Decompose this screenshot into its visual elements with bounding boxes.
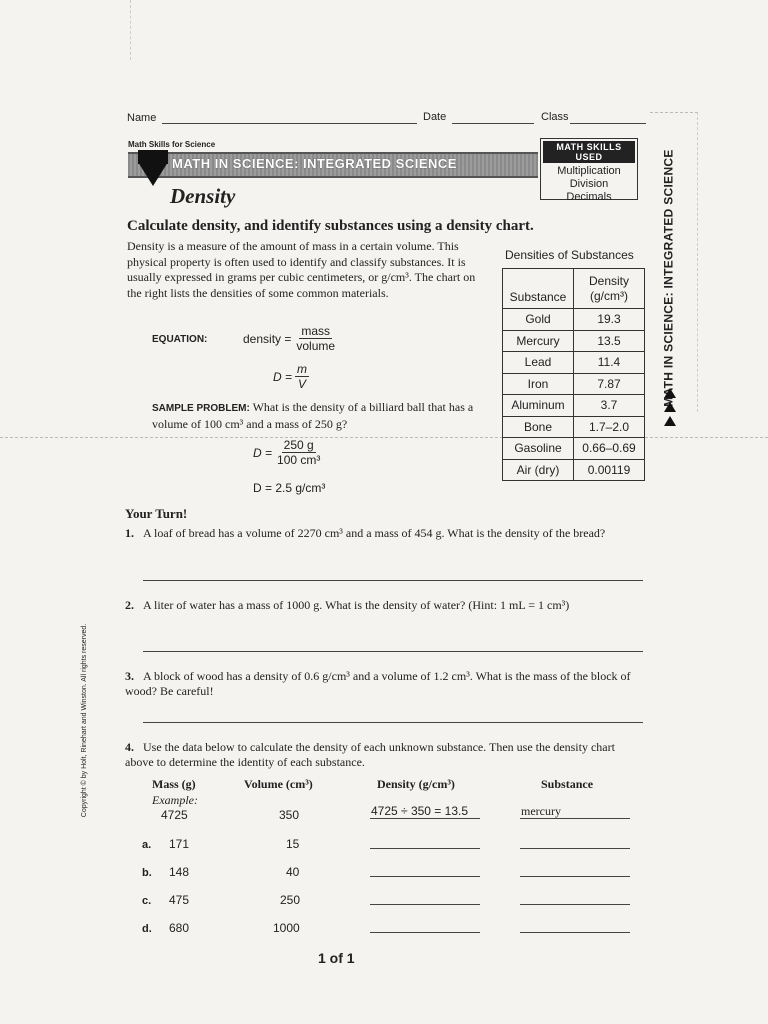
equation-numerator: mass	[301, 324, 331, 338]
row-volume: 1000	[273, 921, 300, 935]
sample-equation	[253, 438, 322, 467]
question-2	[125, 598, 635, 613]
col-header-density: Density (g/cm³)	[377, 777, 455, 791]
date-field[interactable]	[452, 123, 534, 124]
answer-line-2[interactable]	[143, 651, 643, 652]
table-cell: Air (dry)	[503, 459, 574, 481]
density-answer-field[interactable]	[370, 848, 480, 849]
table-cell: 7.87	[574, 373, 645, 395]
question-number: 3.	[125, 669, 134, 683]
table-row	[503, 373, 645, 395]
table-row	[503, 459, 645, 481]
col-header-mass: Mass (g)	[152, 777, 196, 791]
density-answer-field[interactable]	[370, 876, 480, 877]
density-table	[502, 268, 645, 481]
series-label: Math Skills for Science	[128, 140, 216, 149]
name-label: Name	[127, 112, 157, 124]
short-equation-fraction	[295, 362, 309, 391]
side-title	[657, 128, 681, 428]
col-header-volume: Volume (cm³)	[244, 777, 313, 791]
example-volume: 350	[279, 808, 300, 822]
row-volume: 250	[280, 893, 301, 907]
table-row	[503, 416, 645, 438]
copyright-notice	[70, 600, 100, 840]
question-text: A loaf of bread has a volume of 2270 cm³ and a mass of 454 g. What is the density of the bread?	[143, 526, 606, 540]
density-table-caption: Densities of Substances	[505, 248, 634, 262]
name-field[interactable]	[162, 123, 417, 124]
question-number: 4.	[125, 740, 134, 754]
col-header-substance: Substance	[541, 777, 594, 791]
question-4	[125, 740, 635, 770]
question-number: 2.	[125, 598, 134, 612]
short-equation	[273, 362, 309, 391]
fold-line	[0, 437, 768, 438]
row-volume: 40	[286, 865, 300, 879]
skill-item: Multiplication	[557, 165, 621, 177]
sample-lhs: D =	[253, 445, 273, 460]
table-cell: 3.7	[574, 395, 645, 417]
short-equation-lhs: D =	[273, 369, 293, 384]
table-cell: 0.00119	[574, 459, 645, 481]
equation-lhs: density =	[243, 331, 292, 346]
table-cell: Bone	[503, 416, 574, 438]
row-mass: 475	[169, 893, 190, 907]
page-title: Density	[170, 184, 236, 208]
copyright-text: Copyright © by Holt, Rinehart and Winston. All rights reserved.	[81, 623, 89, 817]
class-field[interactable]	[570, 123, 646, 124]
row-volume: 15	[286, 837, 300, 851]
example-label: Example:	[152, 793, 198, 807]
scan-mark	[697, 112, 698, 412]
side-title-text: MATH IN SCIENCE: INTEGRATED SCIENCE	[662, 149, 676, 407]
sample-answer: D = 2.5 g/cm³	[253, 481, 326, 495]
density-answer-field[interactable]	[370, 904, 480, 905]
table-row	[503, 330, 645, 352]
row-mass: 148	[169, 865, 190, 879]
equation-label: EQUATION:	[152, 334, 208, 345]
sample-numerator: 250 g	[283, 438, 314, 452]
example-density-line	[370, 818, 480, 819]
table-cell: Gold	[503, 309, 574, 331]
answer-line-1[interactable]	[143, 580, 643, 581]
table-cell: 19.3	[574, 309, 645, 331]
banner-arrow-icon	[138, 162, 168, 186]
table-cell: Lead	[503, 352, 574, 374]
page-subtitle: Calculate density, and identify substances using a density chart.	[127, 218, 534, 234]
sample-text: What is the density of a billiard ball that has a volume of 100 cm³ and a mass of 250 g?	[152, 400, 474, 431]
question-text: A block of wood has a density of 0.6 g/cm³ and a volume of 1.2 cm³. What is the mass of the block of wood? Be careful!	[125, 669, 631, 698]
table-cell: 11.4	[574, 352, 645, 374]
question-1	[125, 526, 635, 541]
row-letter: b.	[142, 867, 152, 879]
table-header-row	[503, 269, 645, 309]
table-cell: 0.66–0.69	[574, 438, 645, 460]
table-header-substance: Substance	[503, 269, 574, 309]
sample-label: SAMPLE PROBLEM:	[152, 403, 250, 414]
substance-answer-field[interactable]	[520, 876, 630, 877]
class-label: Class	[541, 111, 569, 123]
question-text: A liter of water has a mass of 1000 g. What is the density of water? (Hint: 1 mL = 1 cm³)	[143, 598, 570, 612]
question-number: 1.	[125, 526, 134, 540]
sample-fraction	[275, 438, 322, 467]
row-mass: 171	[169, 837, 190, 851]
row-letter: d.	[142, 923, 152, 935]
scan-mark	[130, 0, 131, 60]
math-skills-box	[540, 138, 638, 203]
equation-fraction	[294, 324, 337, 353]
skill-item: Division	[569, 178, 609, 190]
substance-answer-field[interactable]	[520, 932, 630, 933]
substance-answer-field[interactable]	[520, 904, 630, 905]
table-cell: 13.5	[574, 330, 645, 352]
answer-line-3[interactable]	[143, 722, 643, 723]
page-indicator: 1 of 1	[318, 950, 355, 966]
example-mass: 4725	[161, 808, 188, 822]
question-text: Use the data below to calculate the density of each unknown substance. Then use the density chart above to determine the identity of each substance.	[125, 740, 615, 769]
row-letter: c.	[142, 895, 152, 907]
triangle-icon	[664, 416, 676, 426]
short-equation-denominator: V	[298, 377, 307, 391]
example-substance: mercury	[521, 804, 561, 818]
scan-mark	[650, 112, 698, 113]
skills-heading: MATH SKILLS USED	[543, 141, 635, 163]
banner-title: MATH IN SCIENCE: INTEGRATED SCIENCE	[172, 156, 457, 171]
table-header-density: Density (g/cm³)	[574, 269, 645, 309]
your-turn-heading: Your Turn!	[125, 506, 188, 521]
skill-item: Decimals	[566, 191, 612, 203]
table-cell: Iron	[503, 373, 574, 395]
row-letter: a.	[142, 839, 152, 851]
density-answer-field[interactable]	[370, 932, 480, 933]
example-density: 4725 ÷ 350 = 13.5	[371, 804, 469, 818]
row-mass: 680	[169, 921, 190, 935]
density-equation	[243, 324, 337, 353]
table-row	[503, 309, 645, 331]
table-row	[503, 438, 645, 460]
table-cell: Aluminum	[503, 395, 574, 417]
table-cell: Gasoline	[503, 438, 574, 460]
short-equation-numerator: m	[297, 362, 308, 376]
table-row	[503, 395, 645, 417]
sample-denominator: 100 cm³	[277, 453, 321, 467]
example-substance-line	[520, 818, 630, 819]
table-row	[503, 352, 645, 374]
intro-paragraph: Density is a measure of the amount of mass in a certain volume. This physical property is often used to identify and classify substances. It is usually expressed in grams per cubic centimeters, or g/cm³. The chart on the right lists the densities of some common materials.	[127, 239, 476, 300]
date-label: Date	[423, 111, 447, 123]
table-cell: Mercury	[503, 330, 574, 352]
triangle-icon	[664, 402, 676, 412]
equation-denominator: volume	[296, 339, 336, 353]
sample-problem	[152, 400, 492, 432]
substance-answer-field[interactable]	[520, 848, 630, 849]
triangle-icon	[664, 388, 676, 398]
table-cell: 1.7–2.0	[574, 416, 645, 438]
question-3	[125, 669, 635, 699]
